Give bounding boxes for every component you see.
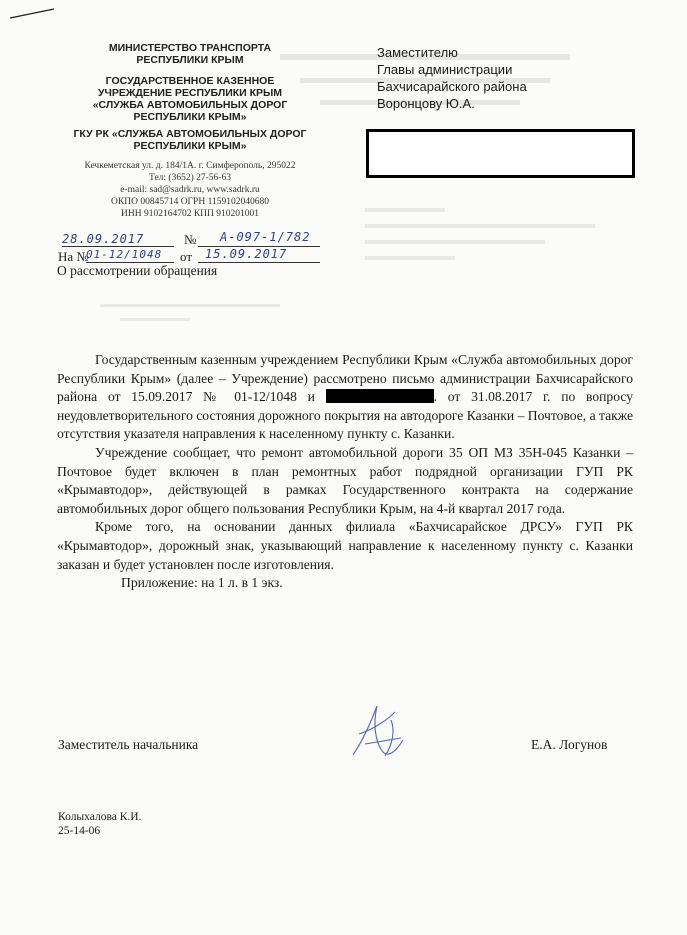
- org-inn: ИНН 9102164702 КПП 910201001: [120, 209, 259, 219]
- from-label: от: [180, 249, 193, 264]
- addressee-block: [377, 44, 527, 112]
- handwritten-number: А-097-1/782: [220, 230, 311, 244]
- executor-phone: 25-14-06: [58, 825, 101, 837]
- addressee-line1: Заместителю: [377, 45, 458, 60]
- inline-redaction: [326, 389, 434, 403]
- letter-body: [57, 351, 633, 593]
- pen-stroke-mark: [8, 6, 58, 22]
- org-phone: Тел: (3652) 27-56-63: [149, 173, 231, 183]
- signer-name: Е.А. Логунов: [531, 737, 608, 752]
- ministry-line2: РЕСПУБЛИКИ КРЫМ: [136, 54, 244, 66]
- org-line2: УЧРЕЖДЕНИЕ РЕСПУБЛИКИ КРЫМ: [97, 87, 283, 99]
- org-line1: ГОСУДАРСТВЕННОЕ КАЗЕННОЕ: [105, 75, 275, 87]
- in-reply-number: 01-12/1048: [86, 248, 163, 261]
- org-line3: «СЛУЖБА АВТОМОБИЛЬНЫХ ДОРОГ: [92, 99, 288, 111]
- letterhead-organization: [40, 75, 340, 123]
- short-line2: РЕСПУБЛИКИ КРЫМ»: [133, 140, 247, 152]
- number-label: №: [184, 232, 197, 247]
- signer-position: Заместитель начальника: [58, 737, 199, 752]
- letter-subject: О рассмотрении обращения: [57, 263, 218, 278]
- redacted-box: [366, 129, 635, 178]
- org-line4: РЕСПУБЛИКИ КРЫМ»: [133, 111, 247, 123]
- letterhead-short-name: [40, 128, 340, 152]
- bleed-through-texture-3: [100, 300, 300, 335]
- addressee-line2: Главы администрации: [377, 62, 513, 77]
- handwritten-date: 28.09.2017: [62, 232, 145, 246]
- bleed-through-texture-2: [365, 200, 615, 275]
- handwritten-signature: [343, 700, 413, 762]
- executor-block: [58, 810, 141, 838]
- p1-text: Государственным казенным учреждением Республики Крым «Служба автомобильных дорог Республики Крым» (далее – Учреждение) рассмотрено письмо администрации Бахчисарайского района от 15.09.2017 № 01-12/1048 и: [57, 352, 633, 405]
- addressee-line3: Бахчисарайского района: [377, 79, 527, 94]
- date-underline: [62, 246, 174, 247]
- body-paragraph-1: [57, 351, 633, 444]
- ministry-line1: МИНИСТЕРСТВО ТРАНСПОРТА: [108, 42, 272, 54]
- short-line1: ГКУ РК «СЛУЖБА АВТОМОБИЛЬНЫХ ДОРОГ: [73, 128, 307, 140]
- letterhead-contacts: [40, 160, 340, 220]
- body-paragraph-2: Учреждение сообщает, что ремонт автомобильной дороги 35 ОП МЗ 35Н-045 Казанки – Почтовое будет включен в план ремонтных работ подрядной организации ГУП РК «Крымавтодор», действующей в рамках Государственного контракта на содержание автомобильных дорог общего пользования Республики Крым, на 4-й квартал 2017 года.: [57, 444, 633, 516]
- org-email: e-mail: sad@sadrk.ru, www.sadrk.ru: [120, 185, 260, 195]
- in-reply-label: На №: [58, 249, 89, 264]
- org-okpo: ОКПО 00845714 ОГРН 1159102040680: [111, 197, 269, 207]
- p1-continuation: . от 31.08.2017 г. по вопросу неудовлетворительного состояния дорожного покрытия на автодороге Казанки – Почтовое, а также отсутствия указателя направления к населенному пункту с. Казанки.: [57, 389, 633, 442]
- letterhead-ministry: [40, 42, 340, 66]
- attachment-line: Приложение: на 1 л. в 1 экз.: [121, 575, 283, 591]
- addressee-line4: Воронцову Ю.А.: [377, 96, 475, 111]
- body-paragraph-3: Кроме того, на основании данных филиала «Бахчисарайское ДРСУ» ГУП РК «Крымавтодор», дорожный знак, указывающий направление к населенному пункту с. Казанки заказан и будет установлен после изготовления.: [57, 519, 633, 572]
- org-address: Кечкеметская ул. д. 184/1А. г. Симферополь, 295022: [84, 161, 296, 171]
- from-date: 15.09.2017: [205, 247, 288, 261]
- executor-name: Колыхалова К.И.: [58, 811, 142, 823]
